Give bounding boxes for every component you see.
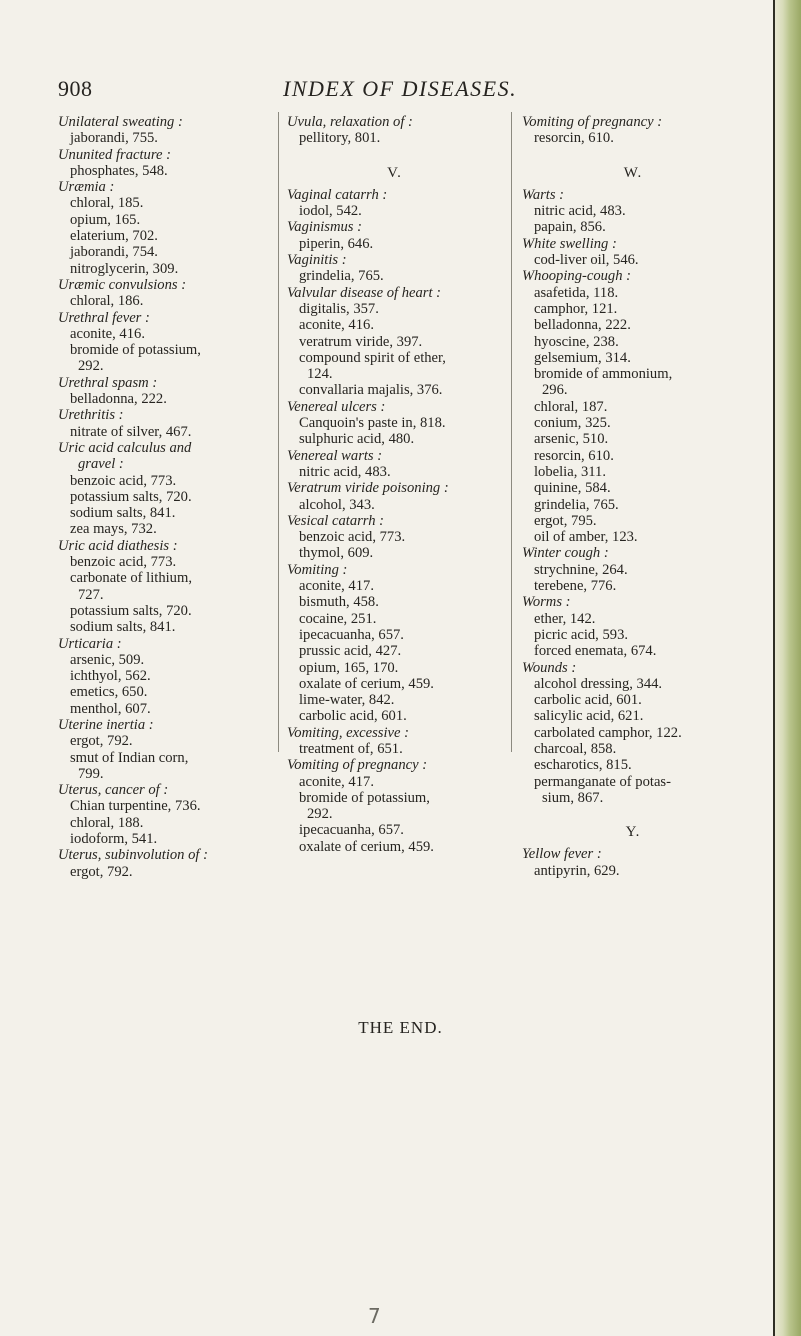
index-heading: Uric acid diathesis : <box>58 537 178 554</box>
index-heading: Urethritis : <box>58 407 124 424</box>
index-heading: Uræmic convulsions : <box>58 276 187 293</box>
index-entry: lime-water, 842. <box>299 692 395 709</box>
index-entry: sulphuric acid, 480. <box>299 431 415 448</box>
index-entry: camphor, 121. <box>534 300 618 317</box>
index-entry: asafetida, 118. <box>534 284 619 301</box>
page-edge-shadow <box>773 0 801 1336</box>
index-entry: nitrate of silver, 467. <box>70 423 192 440</box>
index-entry: carbolic acid, 601. <box>299 708 407 725</box>
index-entry: ipecacuanha, 657. <box>299 626 404 643</box>
index-entry: sodium salts, 841. <box>70 505 176 522</box>
index-heading: Whooping-cough : <box>522 268 632 285</box>
index-column-3 <box>522 114 744 879</box>
section-letter: Y. <box>625 824 641 841</box>
the-end: THE END. <box>358 1018 443 1037</box>
index-heading: Uterine inertia : <box>58 716 154 733</box>
index-heading: Urethral spasm : <box>58 374 158 391</box>
index-entry: iodol, 542. <box>299 203 362 220</box>
index-entry: bismuth, 458. <box>299 594 379 611</box>
index-entry-continuation: 799. <box>78 765 104 782</box>
index-entry: oxalate of cerium, 459. <box>299 675 434 692</box>
index-column-2 <box>287 114 502 855</box>
index-entry: jaborandi, 754. <box>70 244 158 261</box>
index-entry: potassium salts, 720. <box>70 602 192 619</box>
index-heading: Warts : <box>522 186 565 203</box>
index-entry: potassium salts, 720. <box>70 488 192 505</box>
index-entry-continuation: sium, 867. <box>542 789 604 806</box>
index-entry-continuation: 727. <box>78 586 104 603</box>
index-heading: Uræmia : <box>58 179 115 196</box>
index-heading: Wounds : <box>522 659 577 676</box>
column-rule <box>511 112 512 752</box>
index-entry: benzoic acid, 773. <box>299 529 406 546</box>
index-column-1 <box>58 114 272 880</box>
index-entry: arsenic, 509. <box>70 651 145 668</box>
index-entry: phosphates, 548. <box>70 162 168 179</box>
index-heading: Venereal ulcers : <box>287 398 386 415</box>
index-entry: benzoic acid, 773. <box>70 554 177 571</box>
index-heading: White swelling : <box>522 235 617 252</box>
index-entry: treatment of, 651. <box>299 740 403 757</box>
index-heading: Urticaria : <box>58 635 122 652</box>
index-entry: pellitory, 801. <box>299 130 381 147</box>
section-letter: V. <box>387 164 402 181</box>
index-entry-continuation: 124. <box>307 366 333 383</box>
index-heading: Vaginitis : <box>287 252 347 269</box>
index-entry: bromide of potassium, <box>299 789 430 806</box>
index-entry-continuation: 292. <box>307 806 333 823</box>
index-entry: oxalate of cerium, 459. <box>299 838 434 855</box>
index-heading: Uvula, relaxation of : <box>287 114 413 130</box>
index-entry-continuation: 296. <box>542 382 568 399</box>
index-entry: antipyrin, 629. <box>534 862 620 879</box>
index-entry: papain, 856. <box>534 219 606 236</box>
index-entry: forced enemata, 674. <box>534 643 657 660</box>
index-entry: escharotics, 815. <box>534 757 632 774</box>
index-heading: Vaginal catarrh : <box>287 186 388 203</box>
index-entry: digitalis, 357. <box>299 300 379 317</box>
index-heading: Venereal warts : <box>287 447 383 464</box>
index-entry: opium, 165, 170. <box>299 659 399 676</box>
index-entry: ergot, 795. <box>534 512 597 529</box>
index-entry: piperin, 646. <box>299 235 374 252</box>
index-entry: ipecacuanha, 657. <box>299 822 404 839</box>
index-entry: strychnine, 264. <box>534 561 628 578</box>
index-heading: Vomiting of pregnancy : <box>522 114 663 130</box>
index-entry: oil of amber, 123. <box>534 529 638 546</box>
index-entry: aconite, 416. <box>299 317 374 334</box>
index-heading: Vesical catarrh : <box>287 512 385 529</box>
index-entry: grindelia, 765. <box>534 496 619 513</box>
index-entry: belladonna, 222. <box>534 317 631 334</box>
page-number: 908 <box>58 76 93 101</box>
index-entry: jaborandi, 755. <box>70 130 158 147</box>
page-edge-line <box>773 0 775 1336</box>
index-entry: ergot, 792. <box>70 733 133 750</box>
index-heading: Winter cough : <box>522 545 609 562</box>
index-entry-continuation: 292. <box>78 358 104 375</box>
index-entry: carbolated camphor, 122. <box>534 724 682 741</box>
index-heading: Unilateral sweating : <box>58 114 183 130</box>
index-entry: aconite, 417. <box>299 773 374 790</box>
index-heading: Yellow fever : <box>522 846 602 863</box>
index-entry: permanganate of potas- <box>534 773 671 790</box>
index-heading: Valvular disease of heart : <box>287 284 442 301</box>
index-heading: Vomiting, excessive : <box>287 724 409 741</box>
index-heading: Veratrum viride poisoning : <box>287 480 449 497</box>
index-entry: aconite, 416. <box>70 325 145 342</box>
index-heading: Worms : <box>522 594 571 611</box>
index-entry: Canquoin's paste in, 818. <box>299 415 446 432</box>
index-entry: zea mays, 732. <box>70 521 157 538</box>
index-entry: opium, 165. <box>70 211 141 228</box>
index-heading: Vomiting of pregnancy : <box>287 757 428 774</box>
index-heading: Uric acid calculus and <box>58 439 192 456</box>
index-entry: veratrum viride, 397. <box>299 333 423 350</box>
index-heading: gravel : <box>78 456 124 473</box>
index-entry: picric acid, 593. <box>534 626 629 643</box>
index-entry: charcoal, 858. <box>534 740 617 757</box>
index-entry: thymol, 609. <box>299 545 374 562</box>
index-entry: conium, 325. <box>534 415 611 432</box>
index-entry: arsenic, 510. <box>534 431 609 448</box>
index-entry: carbolic acid, 601. <box>534 692 642 709</box>
index-entry: Chian turpentine, 736. <box>70 798 201 815</box>
index-entry: menthol, 607. <box>70 700 151 717</box>
index-heading: Vomiting : <box>287 561 348 578</box>
index-entry: iodoform, 541. <box>70 831 158 848</box>
index-entry: salicylic acid, 621. <box>534 708 644 725</box>
index-heading: Uterus, cancer of : <box>58 782 169 799</box>
index-entry: hyoscine, 238. <box>534 333 619 350</box>
index-entry: chloral, 185. <box>70 195 144 212</box>
index-heading: Vaginismus : <box>287 219 362 236</box>
index-entry: emetics, 650. <box>70 684 148 701</box>
index-entry: ergot, 792. <box>70 863 133 880</box>
index-entry: ichthyol, 562. <box>70 668 151 685</box>
margin-mark: 7 <box>368 1304 381 1328</box>
index-heading: Urethral fever : <box>58 309 150 326</box>
index-entry: bromide of ammonium, <box>534 366 673 383</box>
index-entry: resorcin, 610. <box>534 130 614 147</box>
index-entry: nitric acid, 483. <box>299 463 391 480</box>
index-entry: cocaine, 251. <box>299 610 377 627</box>
index-heading: Uterus, subinvolution of : <box>58 847 208 864</box>
index-entry: smut of Indian corn, <box>70 749 189 766</box>
index-entry: sodium salts, 841. <box>70 619 176 636</box>
index-entry: compound spirit of ether, <box>299 349 446 366</box>
index-entry: carbonate of lithium, <box>70 570 192 587</box>
index-heading: Ununited fracture : <box>58 146 171 163</box>
index-entry: chloral, 186. <box>70 293 144 310</box>
index-entry: bromide of potassium, <box>70 342 201 359</box>
index-entry: chloral, 188. <box>70 814 144 831</box>
index-entry: lobelia, 311. <box>534 463 607 480</box>
index-entry: belladonna, 222. <box>70 391 167 408</box>
index-entry: chloral, 187. <box>534 398 608 415</box>
index-entry: terebene, 776. <box>534 578 617 595</box>
index-entry: grindelia, 765. <box>299 268 384 285</box>
index-entry: nitroglycerin, 309. <box>70 260 179 277</box>
index-entry: quinine, 584. <box>534 480 611 497</box>
running-head: INDEX OF DISEASES. <box>283 76 518 101</box>
index-entry: convallaria majalis, 376. <box>299 382 443 399</box>
section-letter: W. <box>623 164 643 181</box>
column-rule <box>278 112 279 752</box>
index-entry: nitric acid, 483. <box>534 203 626 220</box>
index-entry: alcohol, 343. <box>299 496 375 513</box>
index-entry: cod-liver oil, 546. <box>534 252 639 269</box>
index-entry: ether, 142. <box>534 610 596 627</box>
index-entry: gelsemium, 314. <box>534 349 631 366</box>
index-entry: benzoic acid, 773. <box>70 472 177 489</box>
index-entry: prussic acid, 427. <box>299 643 402 660</box>
index-entry: resorcin, 610. <box>534 447 614 464</box>
index-entry: aconite, 417. <box>299 578 374 595</box>
index-entry: elaterium, 702. <box>70 228 158 245</box>
index-entry: alcohol dressing, 344. <box>534 675 663 692</box>
